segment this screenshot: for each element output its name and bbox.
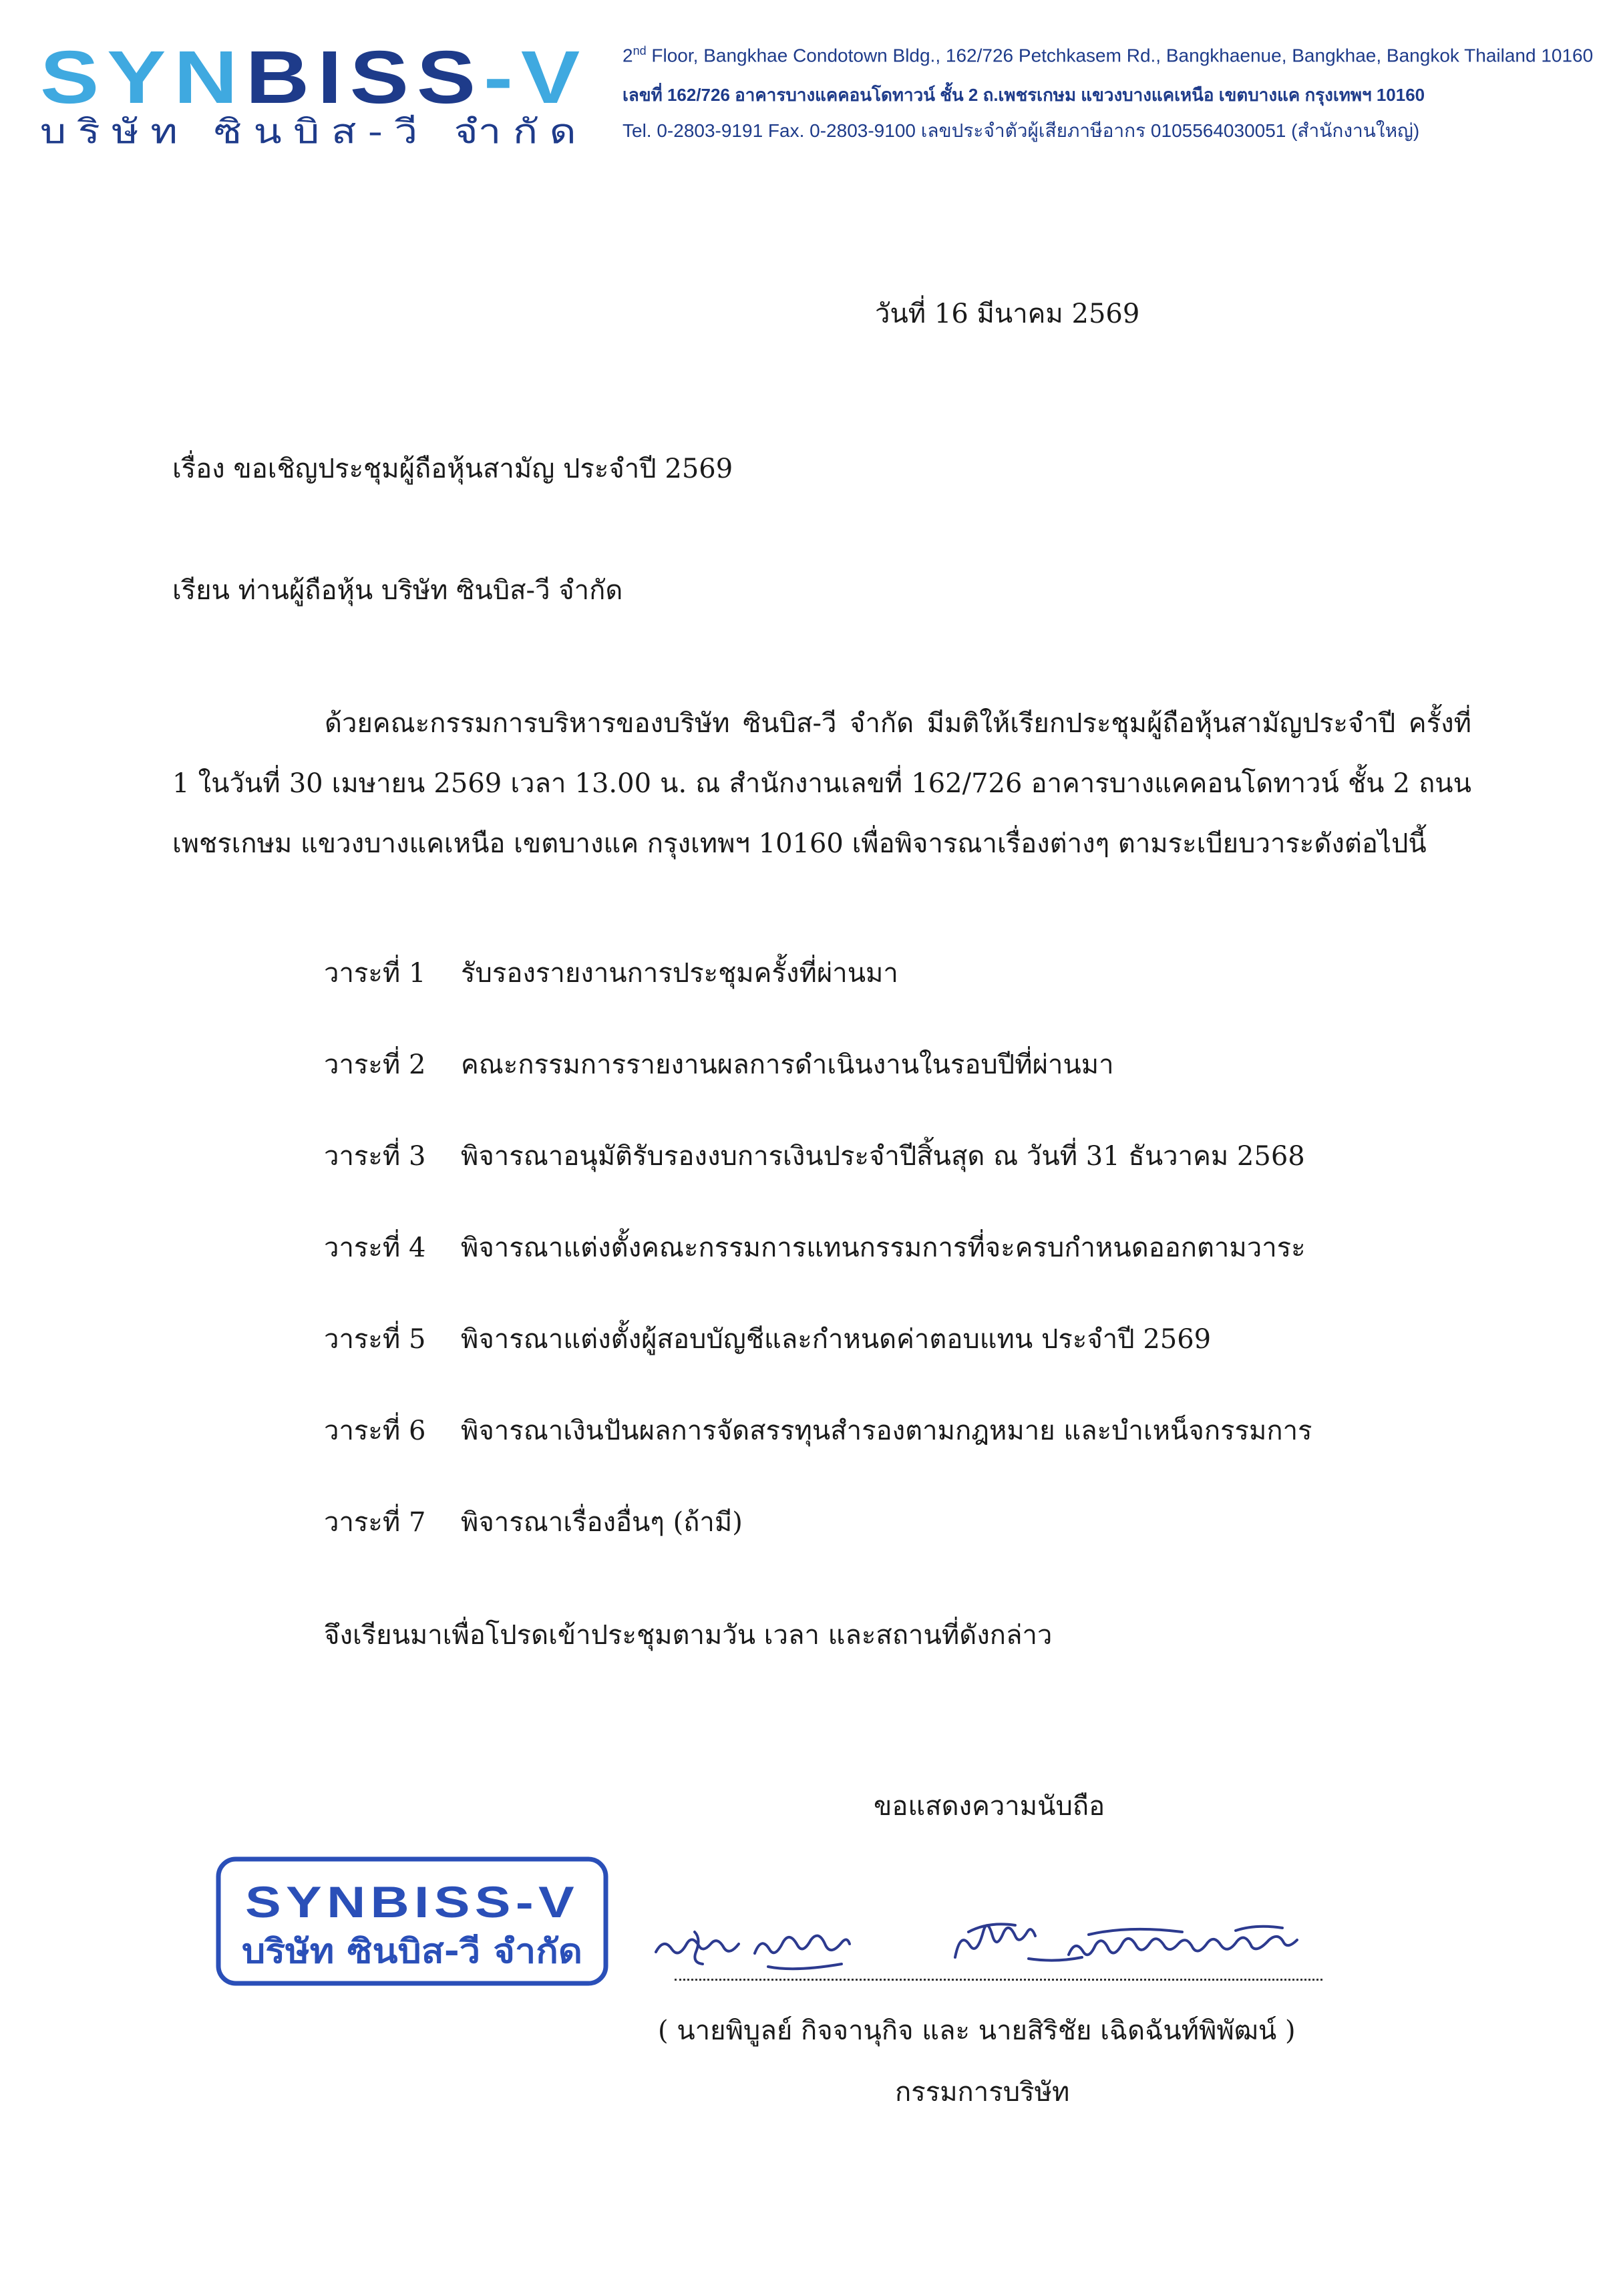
- agenda-text: พิจารณาเงินปันผลการจัดสรรทุนสำรองตามกฎหมาย และบำเหน็จกรรมการ: [461, 1416, 1312, 1446]
- signature-line: [675, 1979, 1322, 1981]
- agenda-number: วาระที่ 2: [324, 1049, 426, 1080]
- letter-body-paragraph: ด้วยคณะกรรมการบริหารของบริษัท ซินบิส-วี จำกัด มีมติให้เรียกประชุมผู้ถือหุ้นสามัญประจำปี ครั้งที่ 1 ในวันที่ 30 เมษายน 2569 เวลา 13.00 น. ณ สำนักงานเลขที่ 162/726 อาคารบางแคคอนโดทาวน์ ชั้น 2 ถนนเพชรเกษม แขวงบางแคเหนือ เขตบางแค กรุงเทพฯ 10160 เพื่อพิจารณาเรื่องต่างๆ ตามระเบียบวาระดังต่อไปนี้: [172, 708, 1471, 859]
- agenda-number: วาระที่ 6: [324, 1416, 426, 1446]
- agenda-item: [324, 1409, 1312, 1500]
- company-logo-thai: [39, 112, 593, 150]
- header-contact: Tel. 0-2803-9191 Fax. 0-2803-9100 เลขประจำตัวผู้เสียภาษีอากร 0105564030051 (สำนักงานใหญ่): [622, 120, 1420, 141]
- signer-position: กรรมการบริษัท: [895, 2077, 1070, 2108]
- letter-salutation: เรียน ท่านผู้ถือหุ้น บริษัท ซินบิส-วี จำกัด: [172, 575, 623, 606]
- letter-closing: จึงเรียนมาเพื่อโปรดเข้าประชุมตามวัน เวลา และสถานที่ดังกล่าว: [324, 1620, 1053, 1651]
- letter-subject: เรื่อง ขอเชิญประชุมผู้ถือหุ้นสามัญ ประจำปี 2569: [172, 454, 733, 484]
- svg-text:SYNBISS-V: SYNBISS-V: [245, 1877, 579, 1927]
- signer-names: ( นายพิบูลย์ กิจจานุกิจ และ นายสิริชัย เฉิดฉันท์พิพัฒน์ ): [658, 2015, 1296, 2046]
- agenda-number: วาระที่ 5: [324, 1324, 426, 1355]
- header-address-en: 2nd Floor, Bangkhae Condotown Bldg., 162/726 Petchkasem Rd., Bangkhaenue, Bangkhae, Bangkok Thailand 10160: [622, 44, 1594, 66]
- agenda-number: วาระที่ 1: [324, 958, 426, 989]
- agenda-text: พิจารณาแต่งตั้งผู้สอบบัญชีและกำหนดค่าตอบแทน ประจำปี 2569: [461, 1324, 1212, 1355]
- agenda-item: [324, 951, 1312, 1043]
- agenda-item: [324, 1134, 1312, 1226]
- agenda-text: รับรองรายงานการประชุมครั้งที่ผ่านมา: [461, 958, 898, 989]
- header-address-th: เลขที่ 162/726 อาคารบางแคคอนโดทาวน์ ชั้น 2 ถ.เพชรเกษม แขวงบางแคเหนือ เขตบางแค กรุงเทพฯ 10160: [622, 85, 1425, 105]
- agenda-item: [324, 1500, 1312, 1592]
- agenda-number: วาระที่ 3: [324, 1141, 426, 1172]
- letter-respect: ขอแสดงความนับถือ: [874, 1791, 1105, 1822]
- svg-text:บริษัท ซินบิส-วี จำกัด: บริษัท ซินบิส-วี จำกัด: [242, 1932, 582, 1971]
- handwritten-signatures: [655, 1905, 1376, 1979]
- svg-text:SYNBISS-V: SYN BISS -V: [40, 41, 572, 115]
- agenda-text: คณะกรรมการรายงานผลการดำเนินงานในรอบปีที่ผ่านมา: [461, 1049, 1114, 1080]
- company-stamp: [215, 1856, 609, 1987]
- agenda-text: พิจารณาแต่งตั้งคณะกรรมการแทนกรรมการที่จะครบกำหนดออกตามวาระ: [461, 1233, 1306, 1263]
- agenda-list: [324, 951, 1312, 1592]
- agenda-item: [324, 1226, 1312, 1317]
- agenda-number: วาระที่ 4: [324, 1233, 426, 1263]
- company-logo: [40, 41, 594, 115]
- agenda-item: [324, 1317, 1312, 1409]
- agenda-number: วาระที่ 7: [324, 1507, 426, 1538]
- agenda-text: พิจารณาเรื่องอื่นๆ (ถ้ามี): [461, 1507, 743, 1538]
- agenda-item: [324, 1043, 1312, 1134]
- letter-date: วันที่ 16 มีนาคม 2569: [875, 299, 1140, 329]
- svg-text:บริษัท ซินบิส-วี จำกัด: บริษัท ซินบิส-วี จำกัด: [40, 112, 588, 150]
- agenda-text: พิจารณาอนุมัติรับรองงบการเงินประจำปีสิ้นสุด ณ วันที่ 31 ธันวาคม 2568: [461, 1141, 1305, 1172]
